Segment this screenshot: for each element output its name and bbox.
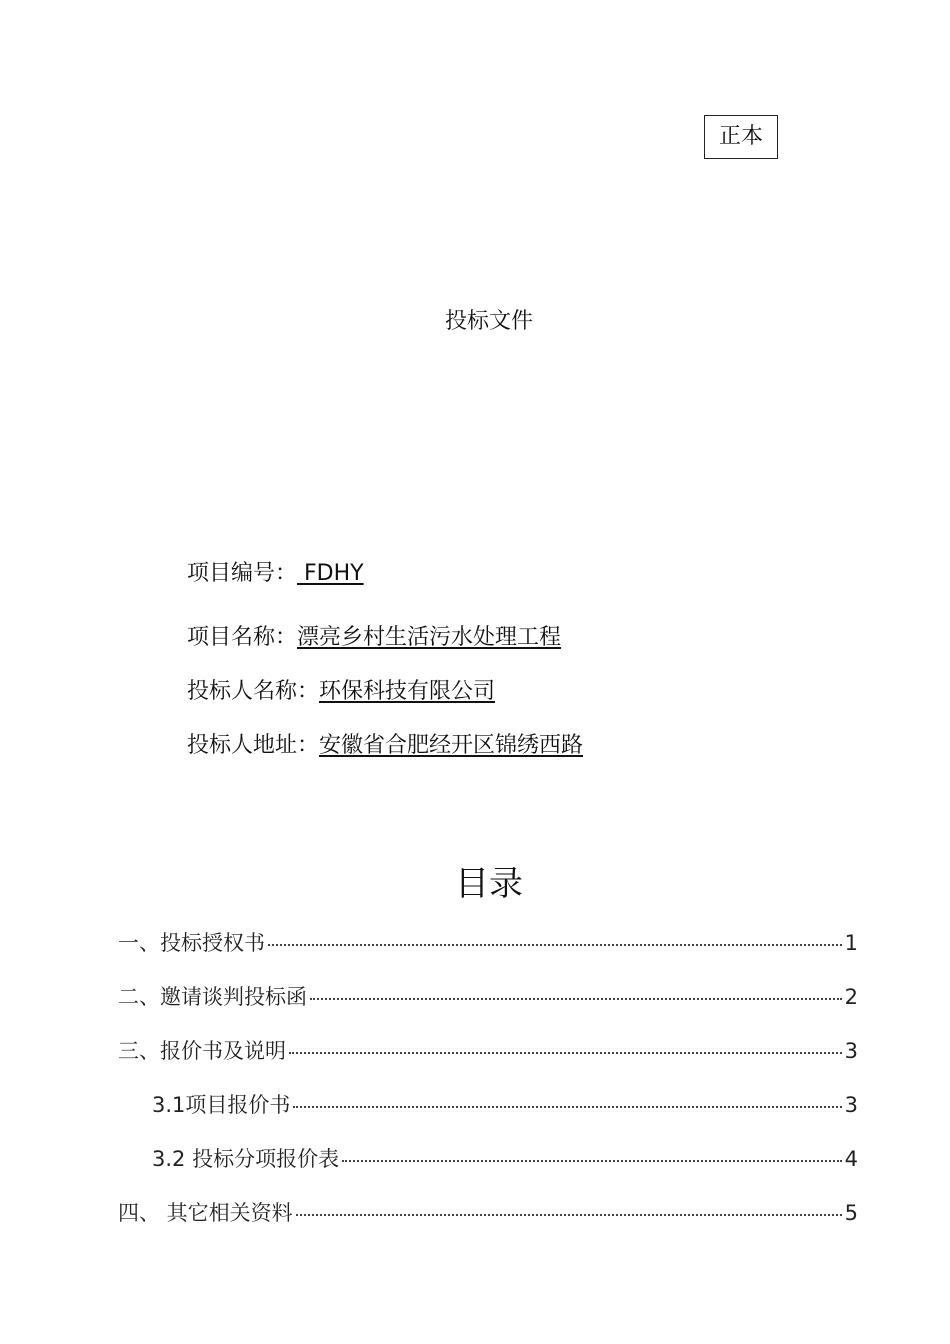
- toc-entry-label: 3.2 投标分项报价表: [152, 1147, 340, 1171]
- toc-entry-label: 3.1项目报价书: [152, 1093, 291, 1117]
- toc-entry-page: 1: [844, 931, 858, 955]
- document-title: 投标文件: [444, 309, 533, 334]
- toc-title: 目录: [455, 864, 523, 904]
- project-number-value: FDHY: [297, 561, 364, 586]
- toc-entry[interactable]: [118, 981, 858, 1011]
- bidder-name-value: 环保科技有限公司: [319, 679, 496, 704]
- toc-leader-dots: [293, 1106, 841, 1108]
- toc-entry[interactable]: [118, 927, 858, 957]
- toc-leader-dots: [342, 1160, 842, 1162]
- toc-entry-label: 四、 其它相关资料: [118, 1201, 293, 1225]
- toc-entry-label: 二、邀请谈判投标函: [118, 985, 307, 1009]
- toc-entry[interactable]: [118, 1035, 858, 1065]
- toc-entry-label: 一、投标授权书: [118, 931, 265, 955]
- bidder-name-row: [187, 674, 495, 705]
- project-name-value: 漂亮乡村生活污水处理工程: [297, 625, 562, 650]
- toc-entry-page: 5: [844, 1201, 858, 1225]
- toc-entry[interactable]: [152, 1143, 858, 1173]
- toc-entry[interactable]: [152, 1089, 858, 1119]
- toc-entry[interactable]: [118, 1197, 858, 1227]
- toc-entry-page: 3: [844, 1093, 858, 1117]
- toc-entry-page: 2: [844, 985, 858, 1009]
- project-name-row: [187, 620, 561, 651]
- toc-entry-page: 4: [844, 1147, 858, 1171]
- toc-leader-dots: [289, 1052, 842, 1054]
- toc-leader-dots: [310, 998, 842, 1000]
- project-number-label: 项目编号：: [187, 561, 298, 586]
- toc-entry-page: 3: [844, 1039, 858, 1063]
- bidder-name-label: 投标人名称：: [187, 679, 320, 704]
- toc-entry-label: 三、报价书及说明: [118, 1039, 286, 1063]
- original-copy-stamp: 正本: [704, 115, 778, 159]
- bidder-address-row: [187, 728, 583, 759]
- toc-leader-dots: [296, 1214, 842, 1216]
- toc-leader-dots: [268, 944, 842, 946]
- project-name-label: 项目名称：: [187, 625, 298, 650]
- bidder-address-value: 安徽省合肥经开区锦绣西路: [319, 733, 584, 758]
- project-number-row: [187, 556, 364, 587]
- bidder-address-label: 投标人地址：: [187, 733, 320, 758]
